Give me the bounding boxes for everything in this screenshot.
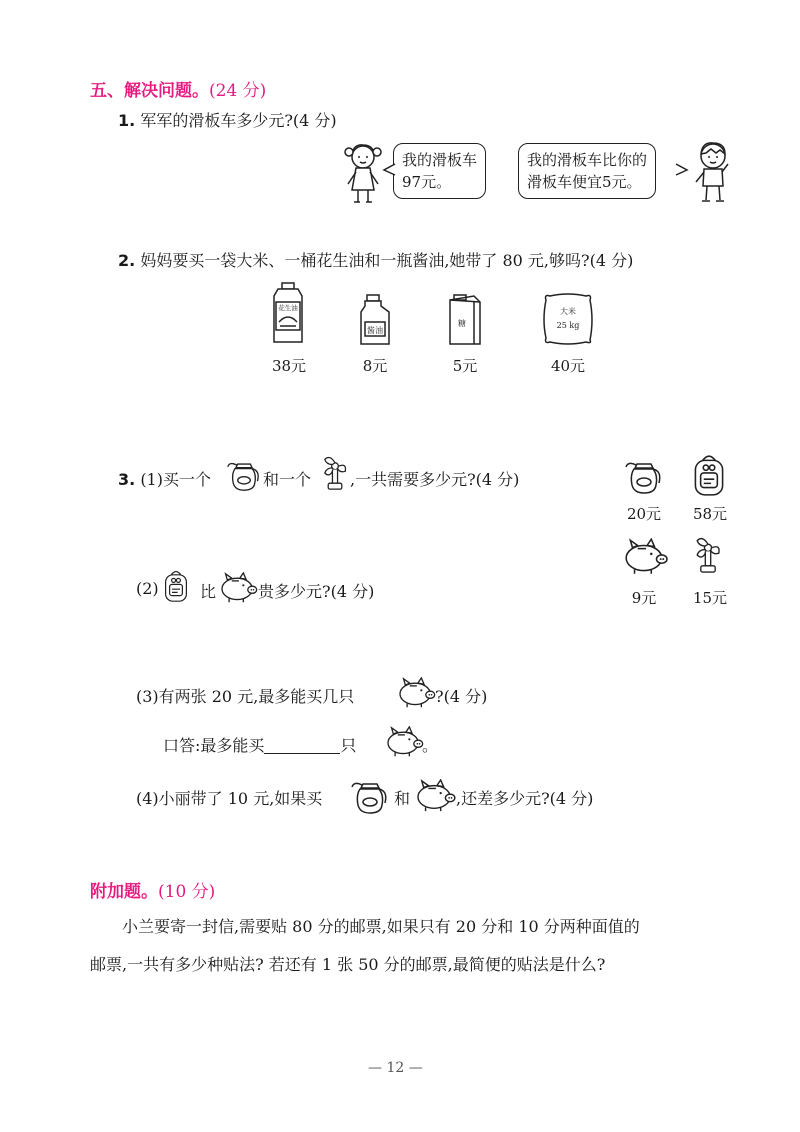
part-text: ,还差多少元?(4 分) [456,789,594,808]
page-number: — 12 — [368,1060,423,1076]
price-sugar: 5元 [452,357,478,375]
section-title [90,76,266,101]
price-fan: 15元 [692,589,728,607]
bonus-line-2: 邮票,一共有多少种贴法? 若还有 1 张 50 分的邮票,最简便的贴法是什么? [90,955,606,974]
soy-sauce-label: 酱油 [367,326,383,335]
answer-unit: 只 [340,736,357,755]
part-text: 贵多少元?(4 分) [258,582,375,601]
boy-illustration [690,138,736,206]
sugar-bag-icon [444,292,486,346]
bubble-tail-left [383,163,397,177]
bubble-line: 滑板车便宜5元。 [527,173,642,191]
part-text: ?(4 分) [435,687,488,706]
answer-prefix: 口答:最多能买 [163,736,265,755]
section-points: (24 分) [209,81,267,101]
price-piggy-bank: 9元 [631,589,657,607]
question-text: 妈妈要买一袋大米、一桶花生油和一瓶酱油,她带了 80 元,够吗?(4 分) [140,251,634,270]
peanut-oil-icon [268,282,310,346]
answer-blank[interactable] [264,735,340,754]
piggy-bank-icon [414,779,456,813]
part-text: (1)买一个 [140,470,211,489]
price-rice: 40元 [550,357,586,375]
piggy-bank-icon [218,572,258,604]
girl-illustration [340,140,386,206]
part-text: ,一共需要多少元?(4 分) [350,470,520,489]
bonus-line-1: 小兰要寄一封信,需要贴 80 分的邮票,如果只有 20 分和 10 分两种面值的 [122,917,640,936]
part-text: 比 [200,582,217,601]
section-title-text: 五、解决问题。 [90,81,209,101]
soy-sauce-icon [356,294,394,346]
answer-end: 。 [422,736,439,755]
peanut-oil-label: 花生油 [278,304,298,312]
question-number: 3. [118,470,136,489]
backpack-icon [160,568,192,604]
price-soy-sauce: 8元 [362,357,388,375]
rice-label: 大米 [560,307,576,316]
kettle-icon [624,454,664,496]
price-backpack: 58元 [692,505,728,523]
answer-line [163,733,356,756]
bubble-line: 我的滑板车比你的 [527,151,648,169]
part-text: 和一个 [263,470,312,489]
bubble-line: 97元。 [402,173,452,191]
fan-icon [690,532,726,578]
question-3-part-1 [118,467,211,490]
bubble-tail-right [675,163,689,177]
price-kettle: 20元 [626,505,662,523]
rice-sack-icon [540,290,596,346]
part-text: (2) [136,579,159,598]
price-peanut-oil: 38元 [271,357,307,375]
kettle-icon [350,774,390,816]
bubble-line: 我的滑板车 [402,151,478,169]
speech-bubble-boy [518,143,656,199]
part-text: (4)小丽带了 10 元,如果买 [136,789,323,808]
question-number: 1. [118,111,136,130]
fan-icon [318,452,352,494]
part-text: (3)有两张 20 元,最多能买几只 [136,687,355,706]
rice-weight-label: 25 kg [556,321,580,330]
speech-bubble-girl [393,143,486,199]
question-text: 军军的滑板车多少元?(4 分) [140,111,337,130]
bonus-title [90,877,215,902]
backpack-icon [688,452,730,498]
piggy-bank-icon [384,726,424,758]
sugar-label: 糖 [458,319,466,328]
bonus-title-text: 附加题。 [90,882,158,902]
question-2 [118,248,633,271]
bonus-points: (10 分) [158,882,216,902]
part-text: 和 [394,789,411,808]
question-1 [118,108,337,131]
question-number: 2. [118,251,136,270]
piggy-bank-icon [396,677,436,709]
piggy-bank-icon [622,538,668,576]
kettle-icon [226,454,262,494]
